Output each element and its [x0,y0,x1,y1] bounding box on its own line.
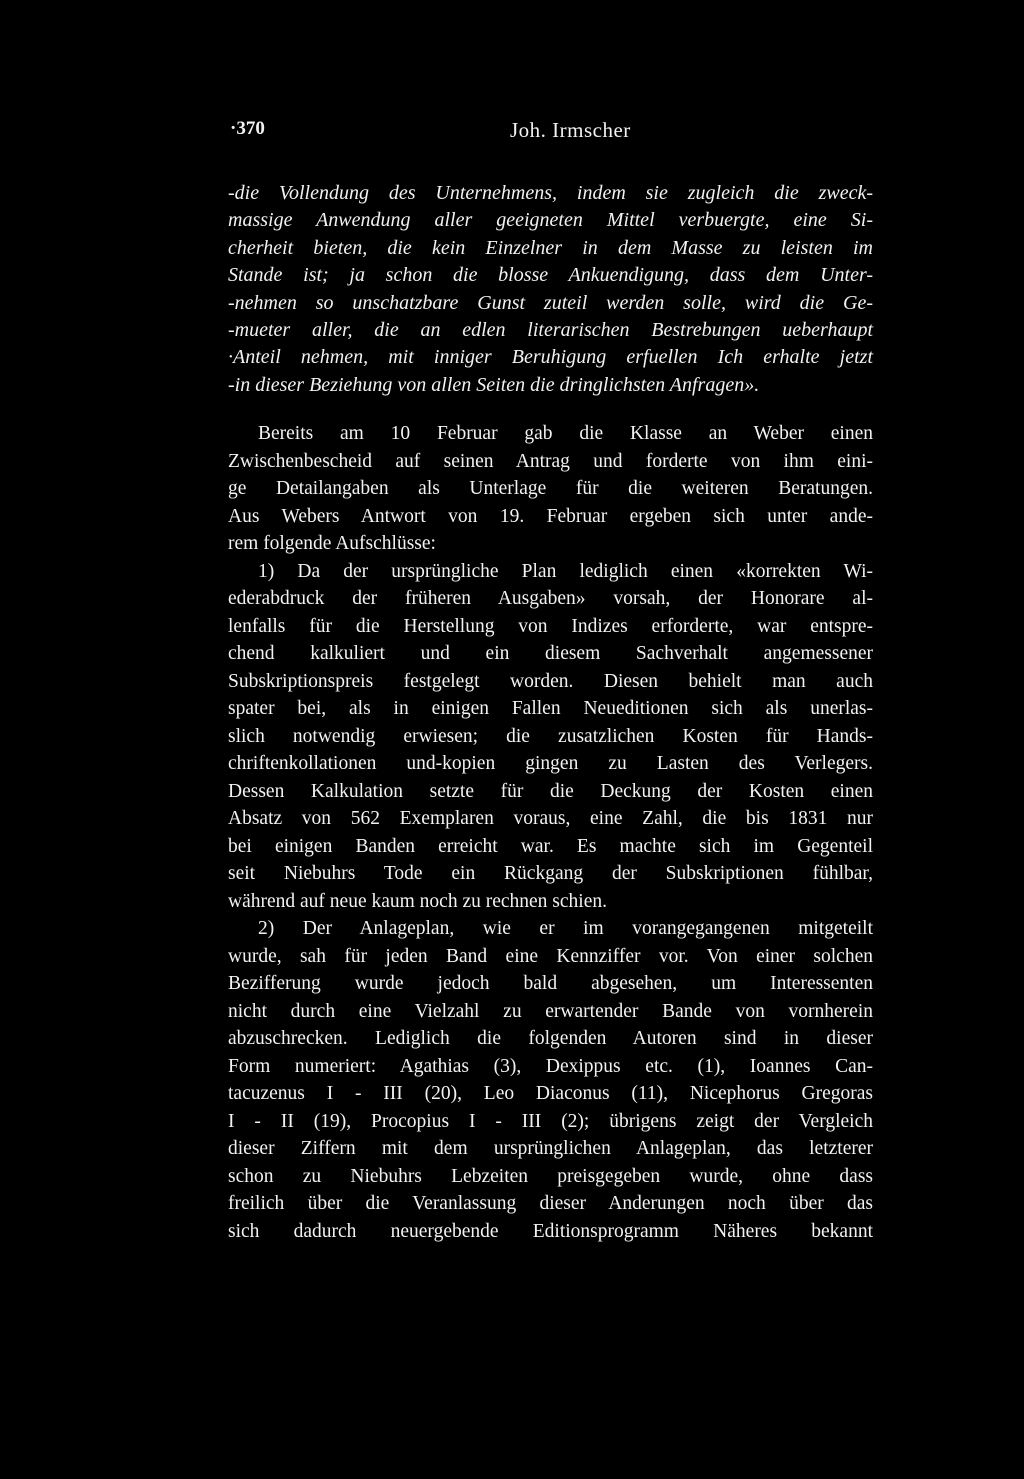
page-header [230,118,870,148]
text-line: lenfalls für die Herstellung von Indizes erforderte, war entspre- [228,615,873,637]
text-line: spater bei, als in einigen Fallen Neueditionen sich als unerlas- [228,698,873,719]
text-line: wurde, sah für jeden Band eine Kennziffer vor. Von einer solchen [228,945,873,967]
quote-line: -die Vollendung des Unternehmens, indem sie zugleich die zweck- [228,182,873,204]
quoted-passage [228,180,873,399]
quote-line: Stande ist; ja schon die blosse Ankuendigung, dass dem Unter- [228,264,873,287]
quote-line: cherheit bieten, die kein Einzelner in dem Masse zu leisten im [228,236,873,259]
text-line: Dessen Kalkulation setzte für die Deckung der Kosten einen [228,780,873,802]
quote-line: ·Anteil nehmen, mit inniger Beruhigung erfuellen Ich erhalte jetzt [228,346,873,369]
text-line: chend kalkuliert und ein diesem Sachverhalt angemessener [228,643,873,664]
quote-line: -in dieser Beziehung von allen Seiten die dringlichsten Anfragen». [228,373,760,396]
text-line: Aus Webers Antwort von 19. Februar ergeben sich unter ande- [228,505,873,527]
text-line: Bezifferung wurde jedoch bald abgesehen, um Interessenten [228,973,873,994]
text-line: rem folgende Aufschlüsse: [228,533,436,554]
quote-line: massige Anwendung aller geeigneten Mittel verbuergte, eine Si- [228,209,873,232]
text-line: Absatz von 562 Exemplaren voraus, eine Zahl, die bis 1831 nur [228,808,873,829]
text-line: I - II (19), Procopius I - III (2); übrigens zeigt der Vergleich [228,1110,873,1132]
text-line: chriftenkollationen und-kopien gingen zu Lasten des Verlegers. [228,753,873,774]
quote-line: -nehmen so unschatzbare Gunst zuteil werden solle, wird die Ge- [228,291,873,314]
text-line: ge Detailangaben als Unterlage für die weiteren Beratungen. [228,478,873,499]
text-line: 2) Der Anlageplan, wie er im vorangegangenen mitgeteilt [258,918,873,939]
text-line: seit Niebuhrs Tode ein Rückgang der Subskriptionen fühlbar, [228,863,873,884]
text-line: nicht durch eine Vielzahl zu erwartender Bande von vornherein [228,1000,873,1022]
text-line: sich dadurch neuergebende Editionsprogramm Näheres bekannt [228,1220,873,1242]
text-line: slich notwendig erwiesen; die zusatzlichen Kosten für Hands- [228,725,873,747]
text-line: dieser Ziffern mit dem ursprünglichen Anlageplan, das letzterer [228,1138,873,1159]
body-text [228,420,873,1245]
text-line: freilich über die Veranlassung dieser Anderungen noch über das [228,1193,873,1214]
text-line: bei einigen Banden erreicht war. Es machte sich im Gegenteil [228,835,873,857]
text-line: tacuzenus I - III (20), Leo Diaconus (11), Nicephorus Gregoras [228,1083,873,1104]
text-line: Zwischenbescheid auf seinen Antrag und forderte von ihm eini- [228,450,873,472]
page-number: ·370 [230,118,265,139]
text-line: abzuschrecken. Lediglich die folgenden Autoren sind in dieser [228,1028,873,1049]
text-line: ederabdruck der früheren Ausgaben» vorsah, der Honorare al- [228,588,873,609]
text-line: Bereits am 10 Februar gab die Klasse an Weber einen [258,423,873,444]
running-head: Joh. Irmscher [510,118,631,142]
text-line: Subskriptionspreis festgelegt worden. Diesen behielt man auch [228,670,873,692]
text-line: 1) Da der ursprüngliche Plan lediglich einen «korrekten Wi- [258,560,873,582]
text-line: während auf neue kaum noch zu rechnen schien. [228,890,608,912]
quote-line: -mueter aller, die an edlen literarischen Bestrebungen ueberhaupt [228,318,873,341]
text-line: Form numeriert: Agathias (3), Dexippus etc. (1), Ioannes Can- [228,1055,873,1077]
text-line: schon zu Niebuhrs Lebzeiten preisgegeben wurde, ohne dass [228,1165,873,1187]
